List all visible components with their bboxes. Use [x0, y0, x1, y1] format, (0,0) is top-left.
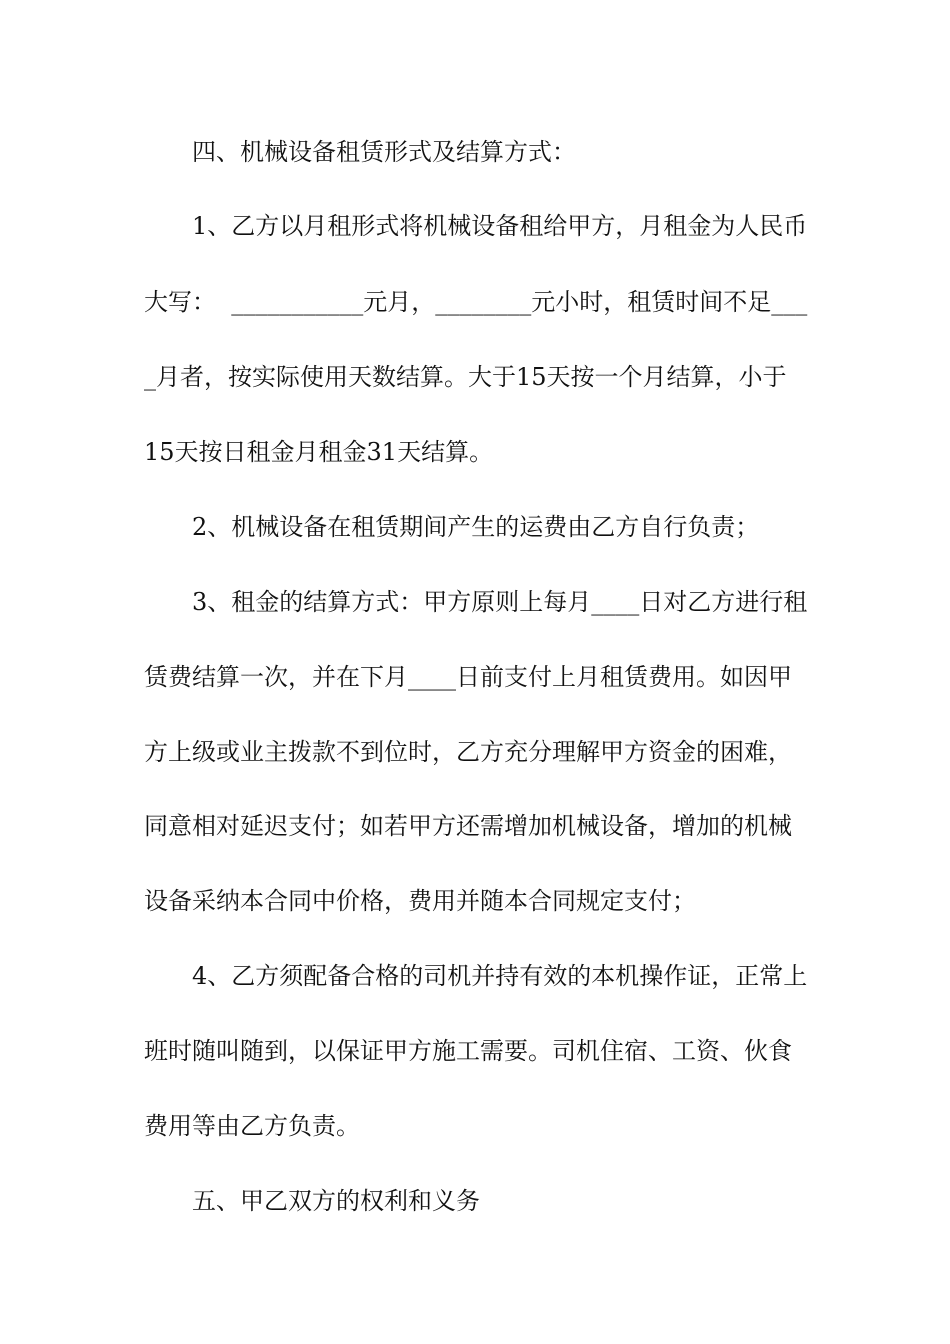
paragraph-line: _月者，按实际使用天数结算。大于15天按一个月结算，小于	[144, 363, 787, 391]
paragraph-line: 2、机械设备在租赁期间产生的运费由乙方自行负责；	[192, 513, 760, 541]
paragraph-line: 大写： ___________元月，________元小时，租赁时间不足___	[144, 288, 808, 316]
paragraph-line: 方上级或业主拨款不到位时，乙方充分理解甲方资金的困难，	[144, 738, 792, 766]
section-heading-4: 四、机械设备租赁形式及结算方式：	[192, 138, 576, 166]
paragraph-line: 设备采纳本合同中价格，费用并随本合同规定支付；	[144, 887, 696, 915]
paragraph-line: 班时随叫随到，以保证甲方施工需要。司机住宿、工资、伙食	[144, 1037, 792, 1065]
paragraph-line: 1、乙方以月租形式将机械设备租给甲方，月租金为人民币	[192, 212, 808, 240]
paragraph-line: 同意相对延迟支付；如若甲方还需增加机械设备，增加的机械	[144, 812, 792, 840]
paragraph-line: 费用等由乙方负责。	[144, 1112, 360, 1140]
paragraph-line: 15天按日租金月租金31天结算。	[144, 438, 494, 466]
paragraph-line: 赁费结算一次，并在下月____日前支付上月租赁费用。如因甲	[144, 663, 792, 691]
paragraph-line: 4、乙方须配备合格的司机并持有效的本机操作证，正常上	[192, 962, 808, 990]
section-heading-5: 五、甲乙双方的权利和义务	[192, 1187, 480, 1215]
paragraph-line: 3、租金的结算方式：甲方原则上每月____日对乙方进行租	[192, 588, 808, 616]
